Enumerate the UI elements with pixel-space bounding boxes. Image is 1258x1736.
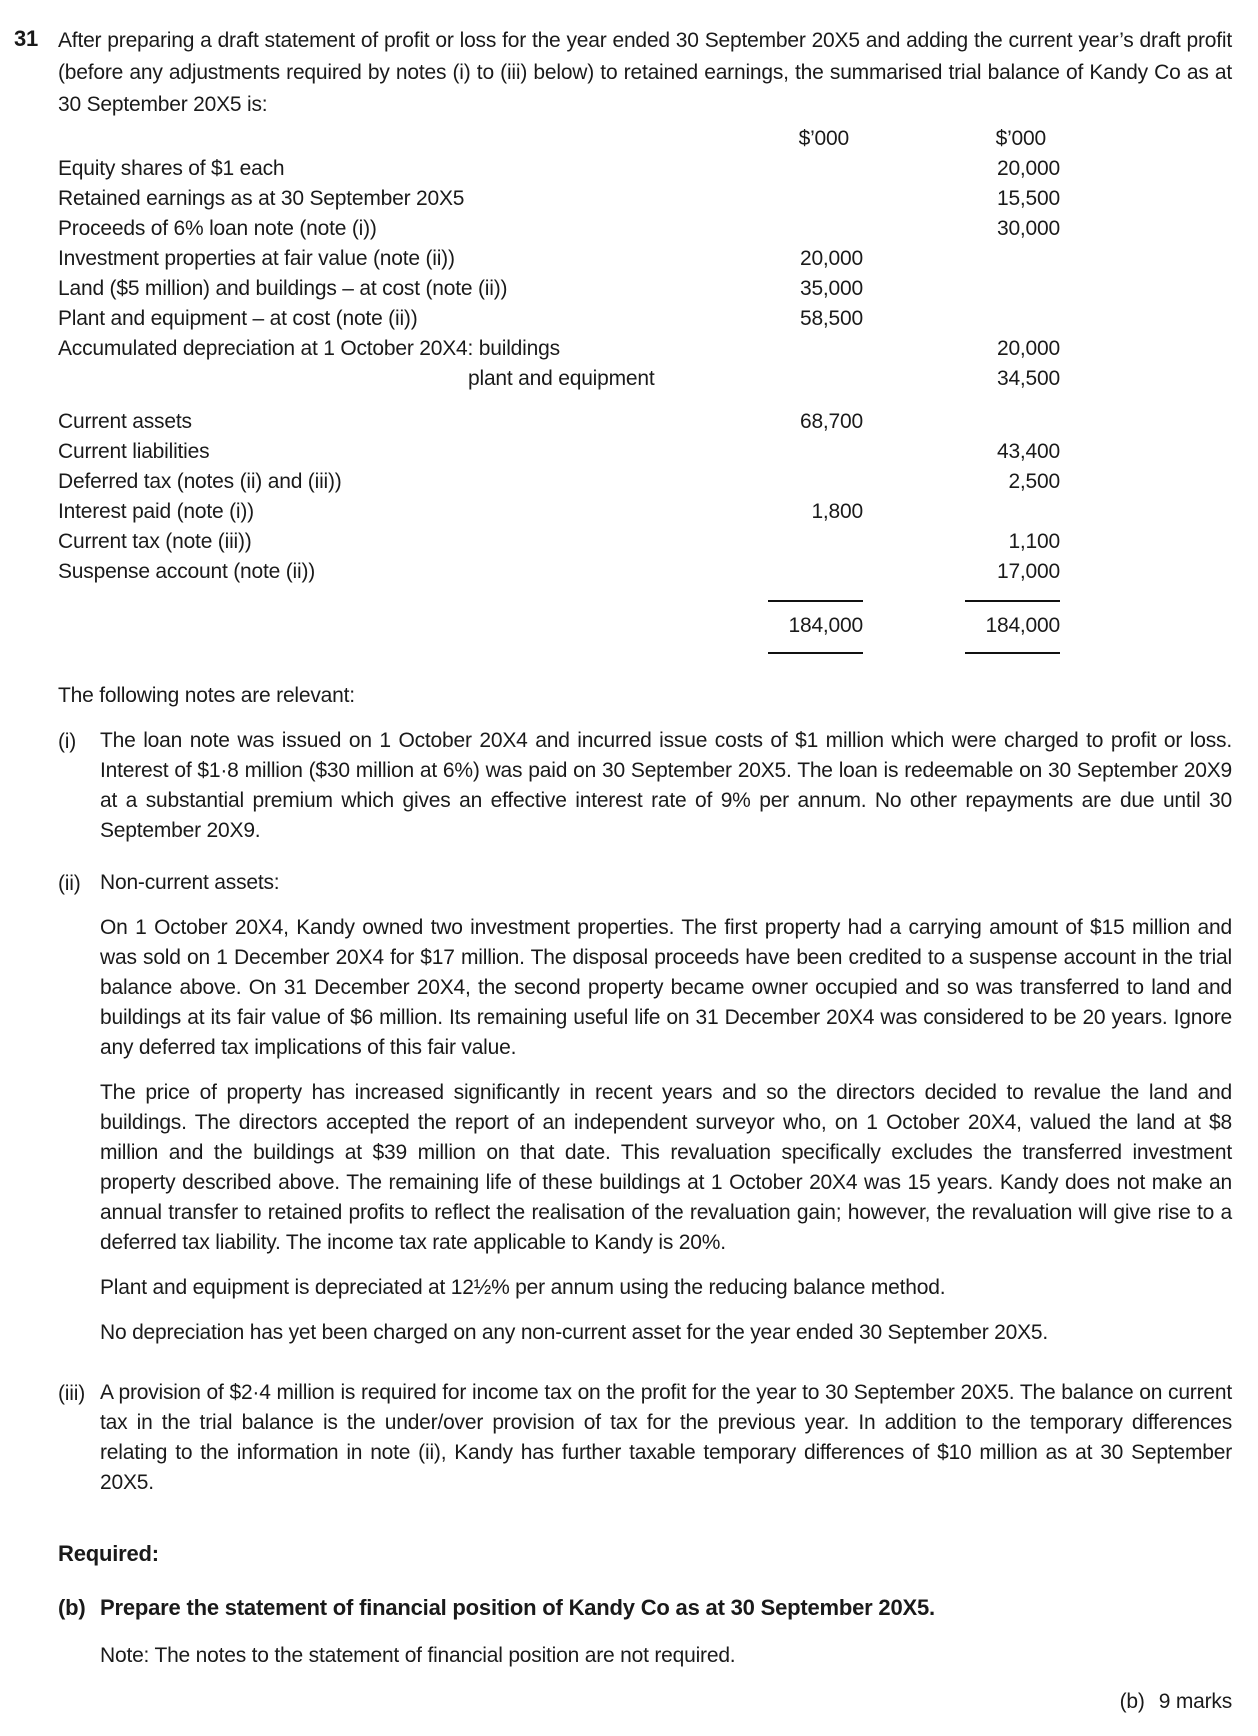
table-row (58, 497, 1060, 527)
note-ii-paragraph: On 1 October 20X4, Kandy owned two investment properties. The first property had a carrying amount of $15 million and was sold on 1 December 20X4 for $17 million. The disposal proceeds have been credited to a suspense account in the trial balance above. On 31 December 20X4, the second property became owner occupied and so was transferred to land and buildings at its fair value of $6 million. Its remaining useful life on 31 December 20X4 was considered to be 20 years. Ignore any deferred tax implications of this fair value. (100, 916, 1232, 1059)
row-debit (743, 334, 863, 364)
trial-balance-table (58, 124, 1060, 656)
note-i-paragraph: The loan note was issued on 1 October 20X4 and incurred issue costs of $1 million which were charged to profit or loss. Interest of $1·8 million ($30 million at 6%) was paid on 30 September 20X5. The loan is redeemable on 30 September 20X9 at a substantial premium which gives an effective interest rate of 9% per annum. No other repayments are due until 30 September 20X9. (100, 729, 1232, 842)
row-label: Land ($5 million) and buildings – at cost (note (ii)) (58, 277, 508, 300)
row-label: Proceeds of 6% loan note (note (i)) (58, 217, 377, 240)
row-debit (743, 214, 863, 244)
row-label: Current tax (note (iii)) (58, 530, 252, 553)
row-label: Deferred tax (notes (ii) and (iii)) (58, 470, 342, 493)
total-rule (768, 652, 863, 654)
row-credit: 34,500 (996, 367, 1060, 390)
row-label: Interest paid (note (i)) (58, 500, 254, 523)
row-credit: 1,100 (1008, 530, 1060, 553)
total-rule (768, 600, 863, 602)
total-rule (965, 600, 1060, 602)
required-part-b (58, 1592, 1232, 1623)
note-iii (58, 1378, 1232, 1498)
row-credit (863, 244, 1060, 274)
row-label: Retained earnings as at 30 September 20X5 (58, 187, 465, 210)
row-credit: 43,400 (996, 440, 1060, 463)
note-iii-label: (iii) (58, 1382, 85, 1405)
row-debit: 58,500 (799, 307, 863, 330)
row-credit (863, 274, 1060, 304)
row-debit (743, 154, 863, 184)
table-row (58, 304, 1060, 334)
total-credit: 184,000 (985, 614, 1060, 637)
row-label: Current assets (58, 410, 192, 433)
row-debit: 68,700 (799, 410, 863, 433)
note-ii-paragraph: No depreciation has yet been charged on any non-current asset for the year ended 30 September 20X5. (100, 1321, 1048, 1344)
note-ii (58, 868, 1232, 1348)
table-row (58, 154, 1060, 184)
row-label: Current liabilities (58, 440, 210, 463)
row-credit: 20,000 (996, 337, 1060, 360)
row-debit (743, 184, 863, 214)
row-credit: 20,000 (996, 157, 1060, 180)
row-label: Investment properties at fair value (note (ii)) (58, 247, 455, 270)
marks-value: 9 marks (1158, 1690, 1232, 1713)
table-row (58, 394, 1060, 437)
row-credit (863, 394, 1060, 437)
note-ii-subheading: Non-current assets: (100, 871, 280, 894)
row-debit (743, 364, 863, 394)
table-row (58, 437, 1060, 467)
row-credit: 30,000 (996, 217, 1060, 240)
row-label: Equity shares of $1 each (58, 157, 285, 180)
table-row (58, 214, 1060, 244)
row-label: plant and equipment (468, 367, 655, 390)
marks-part-label: (b) (1119, 1690, 1145, 1713)
question-number: 31 (14, 26, 39, 51)
part-b-note: Note: The notes to the statement of financial position are not required. (100, 1644, 736, 1667)
note-i-label: (i) (58, 730, 77, 753)
row-credit (863, 304, 1060, 334)
row-label: Plant and equipment – at cost (note (ii)) (58, 307, 418, 330)
table-row (58, 557, 1060, 587)
total-debit: 184,000 (788, 614, 863, 637)
note-ii-paragraph: Plant and equipment is depreciated at 12½% per annum using the reducing balance method. (100, 1276, 946, 1299)
header-spacer (58, 124, 743, 154)
row-debit (743, 557, 863, 587)
note-ii-label: (ii) (58, 872, 81, 895)
note-ii-paragraph: The price of property has increased significantly in recent years and so the directors decided to revalue the land and buildings. The directors accepted the report of an independent surveyor who, on 1 October 20X4, valued the land at $8 million and the buildings at $39 million on that date. This revaluation specifically excludes the transferred investment property described above. The remaining life of these buildings at 1 October 20X4 was 15 years. Kandy does not make an annual transfer to retained profits to reflect the realisation of the revaluation gain; however, the revaluation will give rise to a deferred tax liability. The income tax rate applicable to Kandy is 20%. (100, 1081, 1232, 1254)
debit-column-header: $’000 (798, 127, 849, 150)
part-b-label: (b) (58, 1595, 86, 1620)
table-row (58, 244, 1060, 274)
totals-rule-bottom (58, 641, 1060, 656)
table-row (58, 274, 1060, 304)
note-iii-paragraph: A provision of $2·4 million is required for income tax on the profit for the year to 30 September 20X5. The balance on current tax in the trial balance is the under/over provision of tax for the previous year. In addition to the temporary differences relating to the information in note (ii), Kandy has further taxable temporary differences of $10 million as at 30 September 20X5. (100, 1381, 1232, 1494)
row-debit: 1,800 (811, 500, 863, 523)
row-credit: 17,000 (996, 560, 1060, 583)
totals-rule-top (58, 587, 1060, 604)
table-row (58, 467, 1060, 497)
row-label: Accumulated depreciation at 1 October 20X4: buildings (58, 337, 560, 360)
total-rule (965, 652, 1060, 654)
table-header-row (58, 124, 1060, 154)
marks-row (58, 1686, 1232, 1717)
table-row (58, 334, 1060, 364)
credit-column-header: $’000 (995, 127, 1046, 150)
row-label: Suspense account (note (ii)) (58, 560, 316, 583)
table-row (58, 184, 1060, 214)
table-row (58, 364, 1060, 394)
question-intro: After preparing a draft statement of profit or loss for the year ended 30 September 20X5 and adding the current year’s draft profit (before any adjustments required by notes (i) to (iii) below) to retained earnings, the summarised trial balance of Kandy Co as at 30 September 20X5 is: (58, 29, 1232, 116)
row-debit: 35,000 (799, 277, 863, 300)
part-b-task: Prepare the statement of financial position of Kandy Co as at 30 September 20X5. (100, 1595, 935, 1620)
totals-row (58, 604, 1060, 641)
row-credit: 15,500 (996, 187, 1060, 210)
row-credit: 2,500 (1008, 470, 1060, 493)
row-debit (743, 467, 863, 497)
required-heading: Required: (58, 1541, 159, 1566)
table-row (58, 527, 1060, 557)
row-debit (743, 437, 863, 467)
row-credit (863, 497, 1060, 527)
note-i (58, 726, 1232, 846)
notes-heading: The following notes are relevant: (58, 684, 355, 707)
row-debit: 20,000 (799, 247, 863, 270)
row-debit (743, 527, 863, 557)
